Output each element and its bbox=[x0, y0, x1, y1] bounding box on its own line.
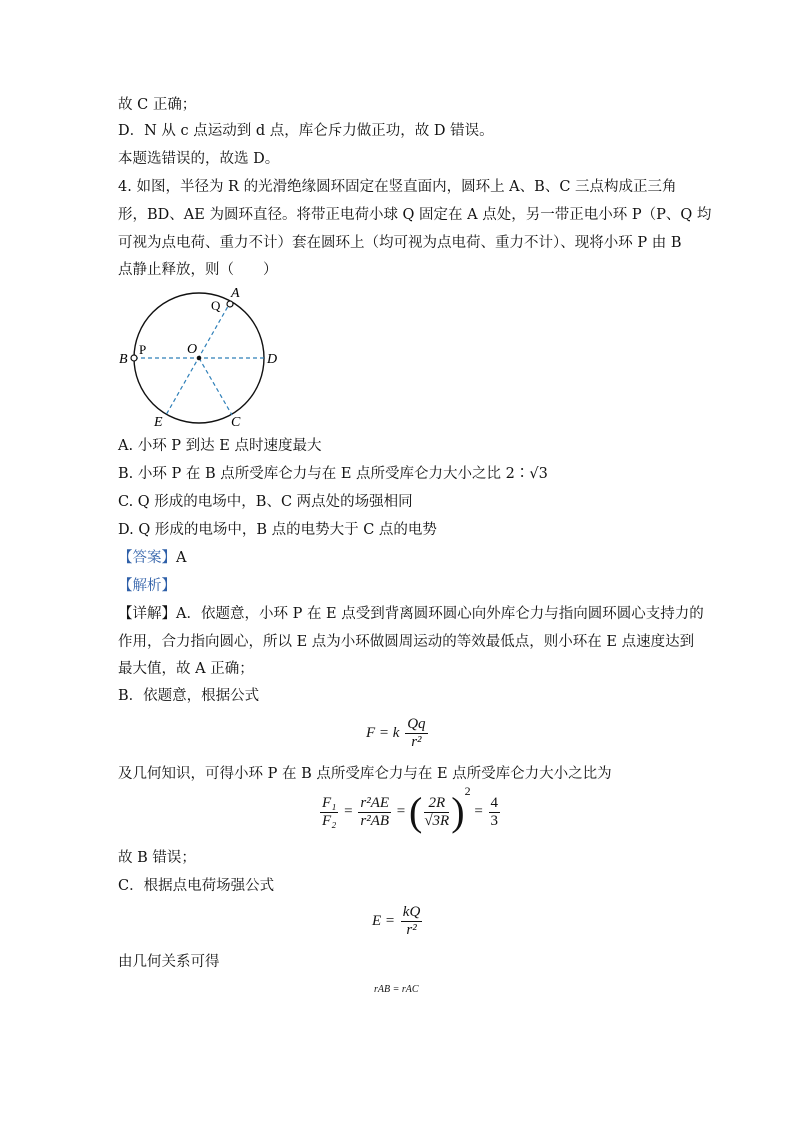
ball-q bbox=[227, 301, 233, 307]
ratio-result bbox=[489, 795, 501, 830]
ratio-sqrt3r: √3R bbox=[424, 812, 450, 829]
ring-p bbox=[131, 355, 137, 361]
text-line: 点静止释放，则（ ） bbox=[118, 262, 278, 278]
center-dot bbox=[197, 356, 202, 361]
detail-line: B．依题意，根据公式 bbox=[118, 688, 260, 704]
formula-denominator: r² bbox=[406, 922, 417, 938]
ratio-inner-fraction bbox=[424, 795, 449, 830]
ratio-f2: F₂ bbox=[322, 812, 337, 829]
analysis-label: 【解析】 bbox=[118, 578, 176, 594]
answer-line bbox=[118, 548, 186, 568]
option-d: D. Q 形成的电场中，B 点的电势大于 C 点的电势 bbox=[118, 522, 437, 538]
option-a: A. 小环 P 到达 E 点时速度最大 bbox=[118, 438, 322, 454]
ratio-result-num: 4 bbox=[490, 794, 499, 811]
right-paren: ) bbox=[451, 789, 465, 834]
equals-sign: = bbox=[396, 803, 406, 820]
label-p: P bbox=[139, 342, 147, 357]
detail-line: 由几何关系可得 bbox=[118, 954, 220, 970]
ratio-rab: r²AB bbox=[360, 812, 390, 829]
ratio-result-den: 3 bbox=[490, 812, 499, 829]
formula-lhs: F = k bbox=[366, 724, 400, 741]
ratio-r-fraction bbox=[358, 795, 391, 830]
detail-line: C．根据点电荷场强公式 bbox=[118, 878, 275, 894]
equals-sign: = bbox=[344, 803, 353, 820]
answer-value: A bbox=[176, 550, 187, 566]
formula-numerator: Qq bbox=[407, 716, 426, 732]
detail-line: 最大值，故 A 正确； bbox=[118, 661, 254, 677]
detail-line: 故 B 错误； bbox=[118, 850, 196, 866]
segment-oc bbox=[199, 358, 232, 415]
formula-fraction bbox=[401, 904, 423, 939]
ratio-rae: r²AE bbox=[360, 794, 390, 811]
text-line: 可视为点电荷、重力不计）套在圆环上（均可视为点电荷、重力不计）、现将小环 P 由 B bbox=[118, 235, 682, 251]
detail-line: 作用，合力指向圆心，所以 E 点为小环做圆周运动的等效最低点，则小环在 E 点速度达到 bbox=[118, 634, 695, 650]
circle-figure bbox=[112, 284, 292, 432]
option-c: C. Q 形成的电场中，B、C 两点处的场强相同 bbox=[118, 494, 413, 510]
label-o: O bbox=[187, 342, 198, 357]
text-line: 故 C 正确； bbox=[118, 97, 197, 113]
formula-numerator: kQ bbox=[402, 904, 421, 920]
formula-fraction bbox=[405, 716, 427, 751]
text-line: D．N 从 c 点运动到 d 点，库仑斥力做正功，故 D 错误。 bbox=[118, 123, 494, 139]
ratio-power: 2 bbox=[464, 784, 471, 799]
detail-line: 及几何知识，可得小环 P 在 B 点所受库仑力与在 E 点所受库仑力大小之比为 bbox=[118, 766, 612, 782]
answer-label: 【答案】 bbox=[118, 550, 176, 566]
label-a: A bbox=[231, 286, 240, 301]
equals-sign: = bbox=[474, 803, 483, 820]
label-d: D bbox=[267, 352, 278, 367]
formula-radius: rAB = rAC bbox=[374, 984, 419, 995]
label-c: C bbox=[231, 415, 241, 430]
formula-ratio bbox=[318, 784, 502, 834]
formula-lhs: E = bbox=[372, 912, 396, 929]
text-line: 本题选错误的，故选 D。 bbox=[118, 151, 280, 167]
option-b: B. 小环 P 在 B 点所受库仑力与在 E 点所受库仑力大小之比 2∶√3 bbox=[118, 466, 548, 482]
formula-field bbox=[372, 904, 424, 939]
label-q: Q bbox=[211, 298, 221, 313]
label-e: E bbox=[154, 415, 163, 430]
ratio-2r: 2R bbox=[424, 795, 449, 813]
question-title: 4. 如图，半径为 R 的光滑绝缘圆环固定在竖直面内，圆环上 A、B、C 三点构成正三角 bbox=[118, 179, 677, 195]
label-b: B bbox=[119, 352, 128, 367]
detail-line: 【详解】A．依题意，小环 P 在 E 点受到背离圆环圆心向外库仑力与指向圆环圆心支持力的 bbox=[118, 606, 704, 622]
formula-coulomb bbox=[366, 716, 430, 751]
text-line: 形，BD、AE 为圆环直径。将带正电荷小球 Q 固定在 A 点处，另一带正电小环 P（P、Q 均 bbox=[118, 207, 712, 223]
left-paren: ( bbox=[409, 789, 423, 834]
ratio-f-fraction bbox=[320, 795, 338, 830]
ratio-f1: F₁ bbox=[322, 794, 337, 811]
formula-denominator: r² bbox=[411, 734, 422, 750]
